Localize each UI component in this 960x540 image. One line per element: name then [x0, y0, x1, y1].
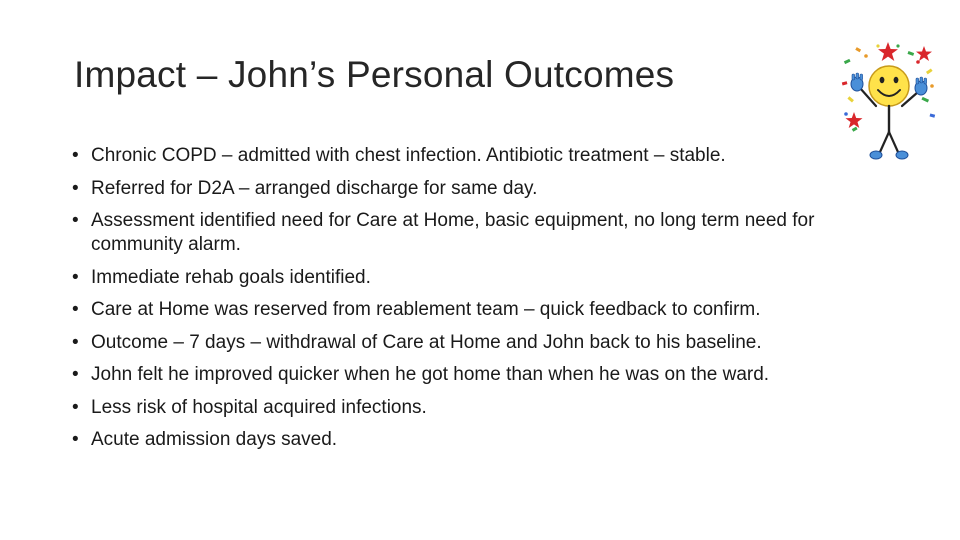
- foot-icon: [896, 151, 908, 159]
- bullet-text: Immediate rehab goals identified.: [91, 266, 371, 288]
- bullet-marker: •: [72, 396, 79, 418]
- bullet-marker: •: [72, 145, 79, 166]
- bullet-item: [72, 209, 902, 257]
- foot-icon: [870, 151, 882, 159]
- bullet-text: Care at Home was reserved from reablement team – quick feedback to confirm.: [91, 299, 761, 320]
- bullet-item: [72, 266, 902, 290]
- bullet-marker: •: [72, 331, 79, 353]
- bullet-item: [72, 363, 902, 387]
- bullet-item: [72, 177, 902, 201]
- bullet-item: [72, 396, 902, 420]
- bullet-marker: •: [72, 177, 79, 199]
- star-icon: [846, 112, 863, 128]
- bullet-text: John felt he improved quicker when he got home than when he was on the ward.: [91, 364, 770, 385]
- bullet-text: Outcome – 7 days – withdrawal of Care at Home and John back to his baseline.: [91, 331, 762, 353]
- bullet-text: Acute admission days saved.: [91, 429, 338, 450]
- bullet-item: [72, 144, 902, 168]
- star-icon: [878, 42, 898, 61]
- hand-icon: [915, 77, 927, 95]
- smiley-face-icon: [869, 66, 909, 106]
- bullet-marker: •: [72, 210, 79, 231]
- hand-icon: [851, 73, 863, 91]
- bullet-marker: •: [72, 266, 79, 288]
- bullet-text: Assessment identified need for Care at Home, basic equipment, no long term need for community alarm.: [91, 210, 815, 255]
- bullet-list: [72, 144, 902, 461]
- bullet-marker: •: [72, 429, 79, 450]
- bullet-item: [72, 428, 902, 452]
- bullet-item: [72, 298, 902, 322]
- bullet-text: Less risk of hospital acquired infections.: [91, 396, 427, 418]
- slide-title: Impact – John’s Personal Outcomes: [74, 54, 675, 95]
- bullet-marker: •: [72, 364, 79, 385]
- bullet-text: Referred for D2A – arranged discharge for same day.: [91, 177, 538, 199]
- bullet-marker: •: [72, 299, 79, 320]
- happy-stick-figure-celebration-icon: [838, 40, 938, 165]
- star-icon: [916, 46, 932, 61]
- bullet-text: Chronic COPD – admitted with chest infection. Antibiotic treatment – stable.: [91, 145, 726, 166]
- bullet-item: [72, 331, 902, 355]
